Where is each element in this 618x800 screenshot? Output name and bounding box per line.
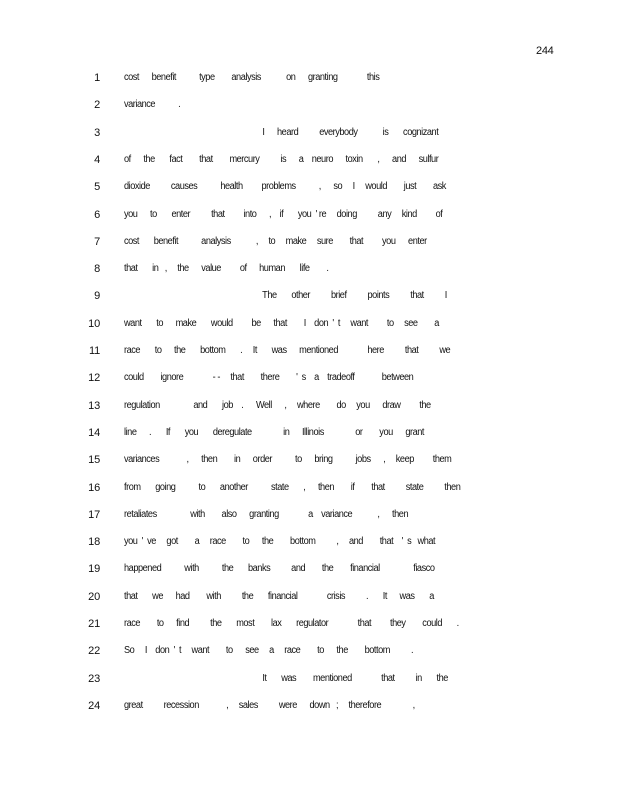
transcript-line: [0, 318, 618, 332]
line-text: of the fact that mercury is a neuro toxin , and sulfur: [124, 153, 439, 165]
line-text: dioxide causes health problems , so I would just ask: [124, 181, 446, 193]
line-number: 18: [88, 536, 100, 549]
line-number: 15: [88, 454, 100, 467]
transcript-line: [0, 563, 618, 577]
line-text: great recession , sales were down ; therefore ,: [124, 699, 415, 711]
line-text: could ignore - - that there ' s a tradeoff between: [124, 372, 414, 384]
transcript-line: [0, 454, 618, 468]
line-number: 2: [94, 99, 100, 112]
line-number: 19: [88, 563, 100, 576]
line-number: 11: [88, 345, 100, 357]
line-number: 14: [88, 426, 100, 439]
line-text: want to make would be that I don ' t want to see a: [124, 317, 439, 329]
transcript-line: [0, 181, 618, 195]
transcript-line: [0, 345, 618, 359]
line-number: 20: [88, 590, 100, 603]
line-text: that we had with the financial crisis . It was a: [124, 590, 434, 602]
transcript-line: [0, 400, 618, 414]
line-text: that in , the value of human life .: [124, 263, 329, 275]
transcript-line: [0, 591, 618, 605]
line-text: regulation and job . Well , where do you draw the: [124, 399, 431, 411]
line-number: 8: [94, 263, 100, 276]
transcript-line: [0, 618, 618, 632]
line-number: 12: [88, 372, 100, 385]
line-number: 3: [94, 126, 100, 139]
line-number: 13: [88, 399, 100, 412]
transcript-line: [0, 427, 618, 441]
line-text: The other brief points that I: [124, 290, 447, 302]
transcript-line: [0, 154, 618, 168]
line-number: 16: [88, 481, 100, 494]
transcript-line: [0, 482, 618, 496]
transcript-line: [0, 209, 618, 223]
line-number: 4: [94, 153, 100, 166]
line-text: I heard everybody is cognizant: [124, 126, 439, 138]
line-text: variances , then in order to bring jobs , keep them: [124, 454, 452, 466]
line-number: 23: [88, 672, 100, 685]
line-number: 5: [94, 181, 100, 194]
line-text: you ' ve got a race to the bottom , and that ' s what: [124, 536, 436, 548]
line-text: It was mentioned that in the: [124, 672, 448, 684]
line-text: race to the bottom . It was mentioned here that we: [124, 345, 451, 356]
line-text: retaliates with also granting a variance , then: [124, 508, 409, 520]
line-text: happened with the banks and the financial fiasco: [124, 563, 435, 575]
line-text: from going to another state , then if that state then: [124, 481, 461, 493]
line-text: So I don ' t want to see a race to the bottom .: [124, 645, 414, 657]
line-text: race to find the most lax regulator that they could .: [124, 618, 459, 629]
line-number: 1: [94, 72, 100, 84]
page-number: 244: [536, 45, 554, 57]
transcript-line: [0, 673, 618, 687]
transcript-line: [0, 99, 618, 113]
line-number: 7: [94, 235, 100, 248]
line-number: 24: [88, 699, 100, 712]
line-number: 9: [94, 290, 100, 303]
transcript-line: [0, 236, 618, 250]
line-text: cost benefit type analysis on granting this: [124, 72, 380, 83]
line-number: 17: [88, 508, 100, 521]
transcript-line: [0, 372, 618, 386]
line-text: you to enter that into , if you ' re doing any kind of: [124, 208, 443, 220]
transcript-line: [0, 290, 618, 304]
transcript-line: [0, 263, 618, 277]
line-number: 22: [88, 645, 100, 658]
transcript-line: [0, 700, 618, 714]
transcript-line: [0, 509, 618, 523]
transcript-line: [0, 645, 618, 659]
line-text: variance .: [124, 99, 181, 111]
transcript-line: [0, 127, 618, 141]
line-text: cost benefit analysis , to make sure that you enter: [124, 235, 427, 247]
transcript-line: [0, 72, 618, 86]
line-number: 21: [88, 618, 100, 630]
line-text: line . If you deregulate in Illinois or you grant: [124, 426, 425, 438]
line-number: 10: [88, 317, 100, 330]
line-number: 6: [94, 208, 100, 221]
transcript-line: [0, 536, 618, 550]
